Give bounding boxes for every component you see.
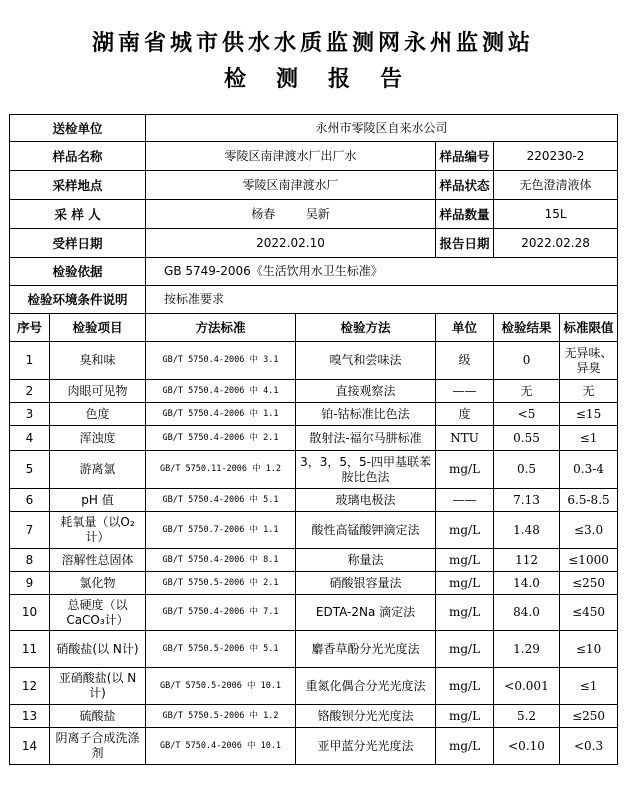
- row-no: 5: [10, 451, 50, 489]
- sender-value: 永州市零陵区自来水公司: [146, 115, 618, 142]
- row-method-standard: GB/T 5750.7-2006 中 1.1: [146, 512, 296, 549]
- report-subtitle: 检测报告: [223, 67, 432, 92]
- row-result: 1.48: [494, 512, 560, 549]
- row-result: <0.10: [494, 728, 560, 765]
- basis-label: 检验依据: [10, 258, 146, 286]
- table-row: [10, 705, 618, 728]
- row-item: pH 值: [50, 489, 146, 512]
- row-item: 色度: [50, 403, 146, 426]
- row-no: 9: [10, 572, 50, 595]
- sample-no-label: 样品编号: [436, 142, 494, 171]
- row-method-standard: GB/T 5750.4-2006 中 1.1: [146, 403, 296, 426]
- table-row: [10, 512, 618, 549]
- info-row-basis: [10, 258, 618, 286]
- row-item: 阴离子合成洗涤剂: [50, 728, 146, 765]
- row-unit: ——: [436, 380, 494, 403]
- info-row-dates: [10, 229, 618, 258]
- row-method: 硝酸银容量法: [296, 572, 436, 595]
- row-item: 氯化物: [50, 572, 146, 595]
- qty-value: 15L: [494, 200, 618, 229]
- row-no: 8: [10, 549, 50, 572]
- table-row: [10, 595, 618, 631]
- row-unit: mg/L: [436, 549, 494, 572]
- sample-no-value: 220230-2: [494, 142, 618, 171]
- row-unit: mg/L: [436, 512, 494, 549]
- row-unit: NTU: [436, 426, 494, 451]
- row-method-standard: GB/T 5750.11-2006 中 1.2: [146, 451, 296, 489]
- row-result: 7.13: [494, 489, 560, 512]
- row-method: 玻璃电极法: [296, 489, 436, 512]
- row-no: 10: [10, 595, 50, 631]
- row-limit: ≤1000: [560, 549, 618, 572]
- result-rows: [10, 342, 618, 765]
- header-item: 检验项目: [50, 314, 146, 342]
- row-result: 0.5: [494, 451, 560, 489]
- row-item: 硝酸盐(以 N计): [50, 631, 146, 668]
- row-no: 2: [10, 380, 50, 403]
- row-unit: mg/L: [436, 728, 494, 765]
- row-item: 亚硝酸盐(以 N计): [50, 668, 146, 705]
- info-row-env: [10, 286, 618, 314]
- report-date-value: 2022.02.28: [494, 229, 618, 258]
- row-unit: mg/L: [436, 705, 494, 728]
- row-unit: 度: [436, 403, 494, 426]
- qty-label: 样品数量: [436, 200, 494, 229]
- row-unit: mg/L: [436, 572, 494, 595]
- row-item: 耗氧量（以O₂计）: [50, 512, 146, 549]
- report-date-label: 报告日期: [436, 229, 494, 258]
- row-no: 4: [10, 426, 50, 451]
- header-row: [10, 314, 618, 342]
- table-row: [10, 728, 618, 765]
- row-method-standard: GB/T 5750.4-2006 中 3.1: [146, 342, 296, 380]
- env-label: 检验环境条件说明: [10, 286, 146, 314]
- row-limit: ≤3.0: [560, 512, 618, 549]
- row-method-standard: GB/T 5750.4-2006 中 8.1: [146, 549, 296, 572]
- table-row: [10, 631, 618, 668]
- row-limit: ≤1: [560, 668, 618, 705]
- row-method-standard: GB/T 5750.5-2006 中 5.1: [146, 631, 296, 668]
- table-row: [10, 342, 618, 380]
- basis-value: GB 5749-2006《生活饮用水卫生标准》: [146, 258, 618, 286]
- row-limit: 无: [560, 380, 618, 403]
- sampler-value: 杨春 吴新: [146, 200, 436, 229]
- state-label: 样品状态: [436, 171, 494, 200]
- site-label: 采样地点: [10, 171, 146, 200]
- row-item: 溶解性总固体: [50, 549, 146, 572]
- state-value: 无色澄清液体: [494, 171, 618, 200]
- header-method-std: 方法标准: [146, 314, 296, 342]
- row-result: 1.29: [494, 631, 560, 668]
- row-unit: mg/L: [436, 631, 494, 668]
- row-method: 亚甲蓝分光光度法: [296, 728, 436, 765]
- row-result: 无: [494, 380, 560, 403]
- row-no: 12: [10, 668, 50, 705]
- env-value: 按标准要求: [146, 286, 618, 314]
- row-unit: mg/L: [436, 451, 494, 489]
- header-no: 序号: [10, 314, 50, 342]
- header-unit: 单位: [436, 314, 494, 342]
- row-unit: ——: [436, 489, 494, 512]
- row-limit: ≤1: [560, 426, 618, 451]
- table-row: [10, 549, 618, 572]
- row-method-standard: GB/T 5750.4-2006 中 7.1: [146, 595, 296, 631]
- row-method-standard: GB/T 5750.4-2006 中 2.1: [146, 426, 296, 451]
- table-row: [10, 403, 618, 426]
- sample-name-value: 零陵区南津渡水厂出厂水: [146, 142, 436, 171]
- row-unit: 级: [436, 342, 494, 380]
- row-method: 嗅气和尝味法: [296, 342, 436, 380]
- report-title: 湖南省城市供水水质监测网永州监测站: [91, 31, 534, 56]
- sample-name-label: 样品名称: [10, 142, 146, 171]
- row-result: 5.2: [494, 705, 560, 728]
- info-row-site: [10, 171, 618, 200]
- row-unit: mg/L: [436, 668, 494, 705]
- row-method: EDTA-2Na 滴定法: [296, 595, 436, 631]
- row-method: 铂-钴标准比色法: [296, 403, 436, 426]
- table-row: [10, 426, 618, 451]
- site-value: 零陵区南津渡水厂: [146, 171, 436, 200]
- row-limit: ≤10: [560, 631, 618, 668]
- row-no: 7: [10, 512, 50, 549]
- row-method: 麝香草酚分光光度法: [296, 631, 436, 668]
- table-row: [10, 380, 618, 403]
- row-method-standard: GB/T 5750.5-2006 中 1.2: [146, 705, 296, 728]
- row-limit: 6.5-8.5: [560, 489, 618, 512]
- row-method: 重氮化偶合分光光度法: [296, 668, 436, 705]
- row-method-standard: GB/T 5750.5-2006 中 10.1: [146, 668, 296, 705]
- row-result: <5: [494, 403, 560, 426]
- row-result: 0.55: [494, 426, 560, 451]
- info-row-sender: [10, 115, 618, 142]
- row-limit: 0.3-4: [560, 451, 618, 489]
- row-item: 浑浊度: [50, 426, 146, 451]
- row-no: 11: [10, 631, 50, 668]
- row-item: 游离氯: [50, 451, 146, 489]
- row-limit: ≤15: [560, 403, 618, 426]
- header-limit: 标准限值: [560, 314, 618, 342]
- recv-date-label: 受样日期: [10, 229, 146, 258]
- info-row-sampler: [10, 200, 618, 229]
- header-result: 检验结果: [494, 314, 560, 342]
- row-limit: ≤250: [560, 572, 618, 595]
- sampler-label: 采 样 人: [10, 200, 146, 229]
- row-method-standard: GB/T 5750.5-2006 中 2.1: [146, 572, 296, 595]
- row-no: 6: [10, 489, 50, 512]
- row-no: 13: [10, 705, 50, 728]
- row-result: 14.0: [494, 572, 560, 595]
- row-result: <0.001: [494, 668, 560, 705]
- row-result: 84.0: [494, 595, 560, 631]
- row-limit: 无异味、异臭: [560, 342, 618, 380]
- table-row: [10, 451, 618, 489]
- row-method: 称量法: [296, 549, 436, 572]
- row-method: 散射法-福尔马肼标准: [296, 426, 436, 451]
- row-method: 3，3，5，5-四甲基联苯胺比色法: [296, 451, 436, 489]
- table-row: [10, 668, 618, 705]
- row-limit: ≤450: [560, 595, 618, 631]
- info-row-sample: [10, 142, 618, 171]
- recv-date-value: 2022.02.10: [146, 229, 436, 258]
- row-item: 硫酸盐: [50, 705, 146, 728]
- row-no: 1: [10, 342, 50, 380]
- row-result: 112: [494, 549, 560, 572]
- table-row: [10, 572, 618, 595]
- report-table: [9, 114, 618, 765]
- row-item: 肉眼可见物: [50, 380, 146, 403]
- row-method: 铬酸钡分光光度法: [296, 705, 436, 728]
- row-method: 酸性高锰酸钾滴定法: [296, 512, 436, 549]
- row-unit: mg/L: [436, 595, 494, 631]
- row-limit: <0.3: [560, 728, 618, 765]
- row-method-standard: GB/T 5750.4-2006 中 10.1: [146, 728, 296, 765]
- sender-label: 送检单位: [10, 115, 146, 142]
- row-no: 14: [10, 728, 50, 765]
- row-no: 3: [10, 403, 50, 426]
- row-result: 0: [494, 342, 560, 380]
- row-item: 总硬度（以CaCO₃计）: [50, 595, 146, 631]
- row-method: 直接观察法: [296, 380, 436, 403]
- row-limit: ≤250: [560, 705, 618, 728]
- row-method-standard: GB/T 5750.4-2006 中 5.1: [146, 489, 296, 512]
- row-item: 臭和味: [50, 342, 146, 380]
- table-row: [10, 489, 618, 512]
- header-method: 检验方法: [296, 314, 436, 342]
- row-method-standard: GB/T 5750.4-2006 中 4.1: [146, 380, 296, 403]
